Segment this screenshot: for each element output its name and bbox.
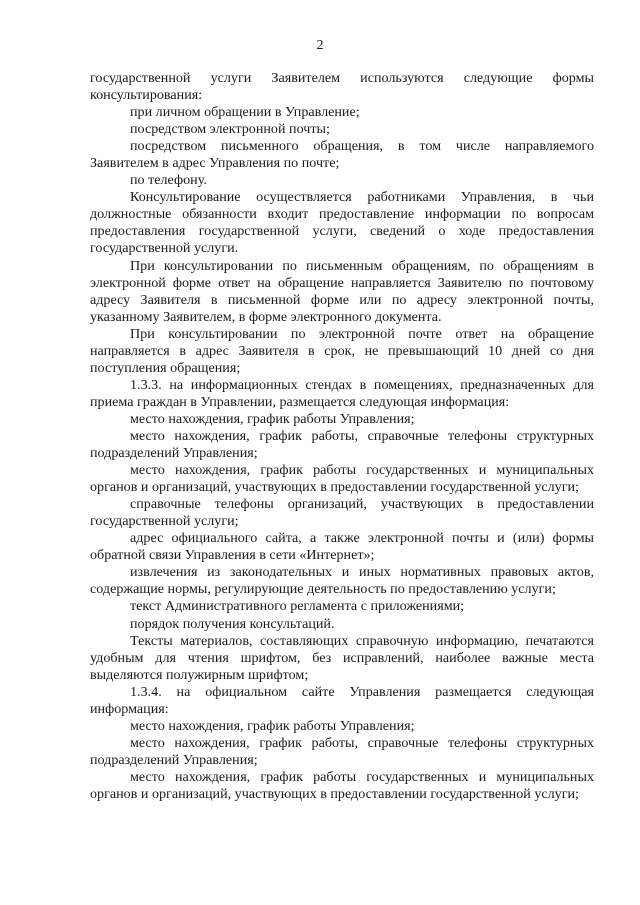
paragraph-email: посредством электронной почты; [130, 121, 330, 138]
paragraph-section-1-3-3: 1.3.3. на информационных стендах в помещениях, предназначенных для приема граждан в Управлении, размещается следующая информация: [90, 376, 594, 410]
paragraph-website-address: адрес официального сайта, а также электронной почты и (или) формы обратной связи Управления в сети «Интернет»; [90, 530, 594, 564]
paragraph-site-location-schedule: место нахождения, график работы Управления; [130, 717, 415, 734]
paragraph-legal-extracts: извлечения из законодательных и иных нормативных правовых актов, содержащие нормы, регулирующие деятельность по предоставлению услуги; [90, 564, 594, 598]
paragraph-written-request: посредством письменного обращения, в том числе направляемого Заявителем в адрес Управления по почте; [90, 138, 594, 172]
paragraph-consultation-procedure: порядок получения консультаций. [130, 615, 335, 632]
paragraph-written-consultation: При консультировании по письменным обращениям, по обращениям в электронной форме ответ на обращение направляется Заявителю по почтовому адресу Заявителя в письменной форме или по адресу электронной почты, указанному Заявителем, в форме электронного документа. [90, 257, 594, 325]
paragraph-printing-requirements: Тексты материалов, составляющих справочную информацию, печатаются удобным для чтения шрифтом, без исправлений, наиболее важные места выделяются полужирным шрифтом; [90, 632, 594, 683]
paragraph-personal-visit: при личном обращении в Управление; [130, 104, 360, 121]
paragraph-location-bodies: место нахождения, график работы государственных и муниципальных органов и организаций, участвующих в предоставлении государственной услуги; [90, 462, 594, 496]
paragraph-email-consultation: При консультировании по электронной почте ответ на обращение направляется в адрес Заявителя в срок, не превышающий 10 дней со дня поступления обращения; [90, 325, 594, 376]
paragraph-site-location-phones: место нахождения, график работы, справочные телефоны структурных подразделений Управления; [90, 734, 594, 768]
paragraph-regulation-text: текст Административного регламента с приложениями; [130, 598, 465, 615]
paragraph-consultation-forms-intro: государственной услуги Заявителем используются следующие формы консультирования: [90, 70, 594, 104]
paragraph-location-schedule: место нахождения, график работы Управления; [130, 410, 415, 427]
paragraph-location-phones-divisions: место нахождения, график работы, справочные телефоны структурных подразделений Управления; [90, 427, 594, 462]
document-body [90, 70, 594, 803]
paragraph-consultation-staff: Консультирование осуществляется работниками Управления, в чьи должностные обязанности входит предоставление информации по вопросам предоставления государственной услуги, сведений о ходе предоставления государственной услуги. [90, 189, 594, 257]
paragraph-phone: по телефону. [130, 172, 207, 189]
page-number: 2 [316, 38, 324, 53]
paragraph-site-location-bodies: место нахождения, график работы государственных и муниципальных органов и организаций, участвующих в предоставлении государственной услуги; [90, 768, 594, 802]
paragraph-reference-phones: справочные телефоны организаций, участвующих в предоставлении государственной услуги; [90, 496, 594, 530]
paragraph-section-1-3-4: 1.3.4. на официальном сайте Управления размещается следующая информация: [90, 683, 594, 717]
